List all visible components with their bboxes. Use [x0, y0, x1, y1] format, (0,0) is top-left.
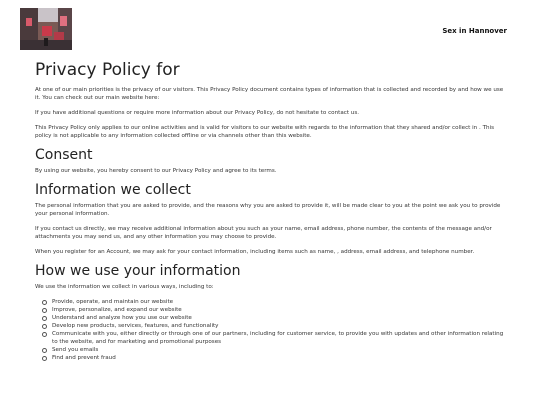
list-item: Communicate with you, either directly or through one of our partners, including for customer service, to provide you with updates and other information relating to the website, and for marketing and promotional purposes — [52, 331, 504, 345]
list-item: Send you emails — [52, 346, 505, 354]
list-item: Understand and analyze how you use our website — [52, 314, 505, 322]
site-name-link[interactable]: Sex in Hannover — [442, 27, 507, 35]
information-use-heading: How we use your information — [35, 263, 241, 279]
consent-heading: Consent — [35, 147, 93, 163]
information-collect-paragraph-2: If you contact us directly, we may receive additional information about you such as your name, email address, phone number, the contents of the message and/or attachments you may send us, and any other information you may choose to provide. — [35, 226, 492, 240]
privacy-policy-content — [35, 60, 505, 362]
information-use-list — [35, 298, 505, 362]
list-item: Improve, personalize, and expand our website — [52, 306, 505, 314]
page-title: Privacy Policy for — [35, 60, 180, 80]
list-item: Provide, operate, and maintain our website — [52, 298, 505, 306]
consent-paragraph: By using our website, you hereby consent to our Privacy Policy and agree to its terms. — [35, 168, 277, 174]
intro-paragraph-3: This Privacy Policy only applies to our online activities and is valid for visitors to our website with regards to the information that they shared and/or collect in . This policy is not applicable to any information collected offline or via channels other than this website. — [35, 125, 494, 139]
site-header — [0, 0, 540, 56]
intro-paragraph-1: At one of our main priorities is the privacy of our visitors. This Privacy Policy document contains types of information that is collected and recorded by and how we use it. You can check out our main website here: — [35, 87, 504, 101]
list-item: Develop new products, services, features, and functionality — [52, 322, 505, 330]
information-use-intro: We use the information we collect in various ways, including to: — [35, 284, 214, 290]
intro-paragraph-2: If you have additional questions or require more information about our Privacy Policy, do not hesitate to contact us. — [35, 110, 360, 116]
street-scene-photo-icon — [20, 8, 72, 50]
information-collect-paragraph-3: When you register for an Account, we may ask for your contact information, including items such as name, , address, email address, and telephone number. — [35, 249, 475, 255]
site-logo[interactable] — [20, 8, 72, 50]
information-collect-paragraph-1: The personal information that you are asked to provide, and the reasons why you are asked to provide it, will be made clear to you at the point we ask you to provide your personal information. — [35, 203, 501, 217]
list-item: Find and prevent fraud — [52, 354, 505, 362]
information-collect-heading: Information we collect — [35, 182, 191, 198]
